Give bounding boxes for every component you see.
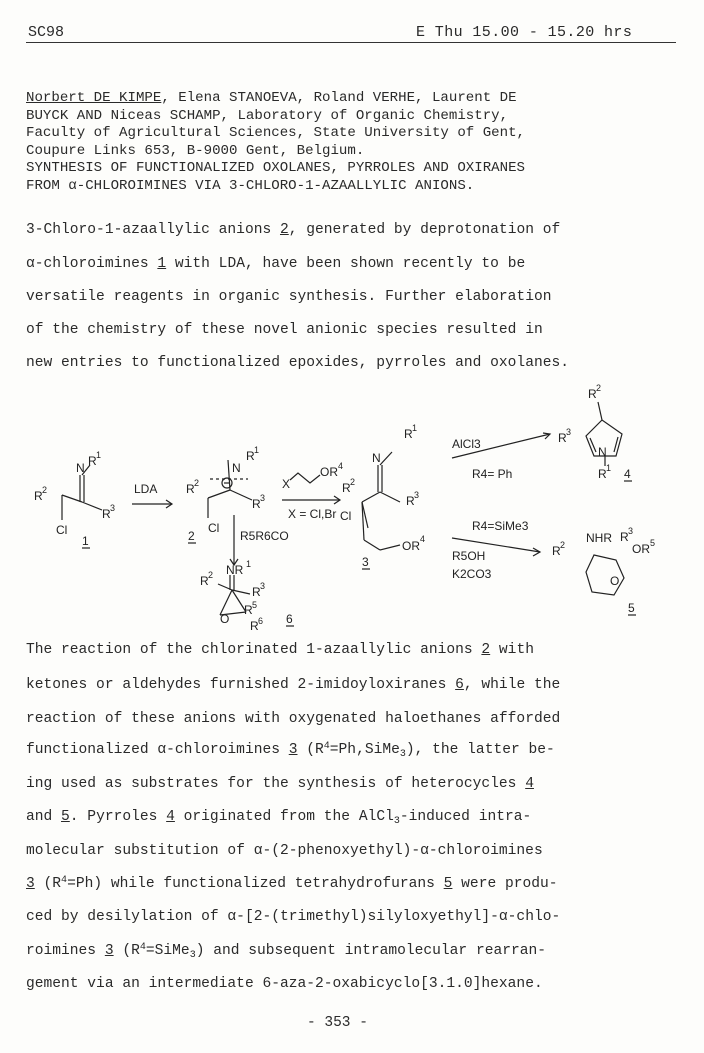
para2-line: ing used as substrates for the synthesis of heterocycles 4 [26, 776, 534, 792]
svg-text:N: N [598, 445, 607, 459]
para2-line: and 5. Pyrroles 4 originated from the AlCl$_3$-induced intra- [26, 809, 532, 827]
svg-text:R: R [252, 497, 261, 511]
svg-text:N: N [76, 461, 85, 475]
svg-text:R: R [404, 427, 413, 441]
svg-text:R: R [244, 603, 253, 617]
svg-text:1: 1 [606, 463, 612, 473]
svg-text:4: 4 [420, 534, 426, 544]
svg-text:Cl: Cl [56, 523, 68, 537]
reagent-carbonyl: R5R6CO [240, 529, 289, 543]
svg-text:5: 5 [252, 600, 258, 610]
svg-text:R: R [200, 574, 209, 588]
session-time: E Thu 15.00 - 15.20 hrs [416, 24, 633, 41]
para1-line: α-chloroimines 1 with LDA, have been shown recently to be [26, 256, 526, 272]
svg-text:R: R [552, 544, 561, 558]
svg-text:R: R [598, 467, 607, 481]
svg-text:O: O [610, 574, 620, 588]
paper-title-line-1: SYNTHESIS OF FUNCTIONALIZED OXOLANES, PYRROLES AND OXIRANES [26, 160, 525, 177]
svg-text:R: R [406, 494, 415, 508]
affiliation-line: Faculty of Agricultural Sciences, State University of Gent, [26, 125, 525, 142]
compound-label: 3 [362, 555, 369, 569]
svg-text:3: 3 [260, 493, 266, 503]
svg-text:R: R [342, 481, 351, 495]
compound-label: 6 [286, 612, 293, 626]
para2-line: molecular substitution of α-(2-phenoxyethyl)-α-chloroimines [26, 843, 543, 859]
svg-text:N: N [232, 461, 241, 475]
svg-text:OR: OR [320, 465, 338, 479]
para1-line: of the chemistry of these novel anionic species resulted in [26, 322, 543, 338]
para2-line: ced by desilylation of α-[2-(trimethyl)silyloxyethyl]-α-chlo- [26, 909, 561, 925]
compound-label: 4 [624, 467, 631, 481]
svg-text:N: N [372, 451, 381, 465]
author-block [26, 90, 525, 196]
author-line-1: , Elena STANOEVA, Roland VERHE, Laurent DE [161, 90, 517, 106]
svg-text:1: 1 [246, 559, 252, 569]
para2-line: functionalized α-chloroimines 3 $(R^4=Ph,SiMe_3)$, the latter be- [26, 741, 555, 760]
svg-text:4: 4 [338, 461, 344, 471]
svg-text:2: 2 [596, 383, 602, 393]
svg-text:2: 2 [42, 485, 48, 495]
reagent-alcohol: R5OH [452, 549, 486, 563]
svg-text:OR: OR [632, 542, 650, 556]
address-line: Coupure Links 653, B-9000 Gent, Belgium. [26, 142, 365, 159]
paper-title-line-2: FROM α-CHLOROIMINES VIA 3-CHLORO-1-AZAALLYLIC ANIONS. [26, 177, 475, 194]
reagent-alcl3: AlCl3 [452, 437, 481, 451]
compound-label: 1 [82, 534, 89, 548]
svg-text:X: X [282, 477, 291, 491]
reaction-scheme [20, 380, 684, 638]
compound-6 [200, 559, 294, 633]
svg-text:2: 2 [194, 478, 200, 488]
svg-text:R: R [250, 619, 259, 633]
para2-line: 3 $(R^4=Ph)$ while functionalized tetrahydrofurans 5 were produ- [26, 875, 558, 892]
svg-text:3: 3 [110, 503, 116, 513]
para2-line: The reaction of the chlorinated 1-azaallylic anions 2 with [26, 642, 534, 658]
svg-text:1: 1 [96, 450, 102, 460]
svg-text:2: 2 [208, 570, 214, 580]
svg-text:R: R [252, 585, 261, 599]
reagent-base: K2CO3 [452, 567, 492, 581]
svg-text:NR: NR [226, 563, 244, 577]
svg-text:O: O [220, 612, 230, 626]
svg-text:R: R [558, 431, 567, 445]
svg-text:NHR: NHR [586, 531, 612, 545]
running-header [26, 22, 676, 43]
session-code: SC98 [28, 24, 65, 41]
compound-4 [558, 383, 632, 484]
reagent-lda: LDA [134, 482, 158, 496]
svg-text:Cl: Cl [208, 521, 220, 535]
reagent-halide: X = Cl,Br [288, 507, 337, 521]
compound-1 [34, 450, 115, 548]
para2-line: ketones or aldehydes furnished 2-imidoyloxiranes 6, while the [26, 677, 561, 693]
svg-text:R: R [88, 454, 97, 468]
svg-text:R: R [102, 507, 111, 521]
svg-text:1: 1 [254, 445, 260, 455]
svg-text:5: 5 [650, 538, 656, 548]
svg-text:1: 1 [412, 423, 418, 433]
svg-text:2: 2 [560, 540, 566, 550]
svg-text:R: R [620, 530, 629, 544]
author-line-2: BUYCK AND Niceas SCHAMP, Laboratory of Organic Chemistry, [26, 107, 509, 124]
para1-line: new entries to functionalized epoxides, pyrroles and oxolanes. [26, 355, 569, 371]
svg-text:OR: OR [402, 539, 420, 553]
compound-label: 5 [628, 601, 635, 615]
presenter-name: Norbert DE KIMPE [26, 90, 162, 106]
para2-line: reaction of these anions with oxygenated haloethanes afforded [26, 711, 561, 727]
svg-text:6: 6 [258, 616, 264, 626]
svg-text:3: 3 [628, 526, 634, 536]
svg-text:R: R [246, 449, 255, 463]
svg-text:R: R [34, 489, 43, 503]
svg-text:R: R [186, 482, 195, 496]
compound-3 [340, 423, 425, 569]
para1-line: versatile reagents in organic synthesis. Further elaboration [26, 289, 552, 305]
condition-r4-sime3: R4=SiMe3 [472, 519, 529, 533]
compound-label: 2 [188, 529, 195, 543]
para1-line: 3-Chloro-1-azaallylic anions 2, generated by deprotonation of [26, 222, 561, 238]
svg-text:R: R [588, 387, 597, 401]
compound-5 [552, 526, 655, 615]
para2-line: gement via an intermediate 6-aza-2-oxabicyclo[3.1.0]hexane. [26, 976, 543, 992]
svg-text:3: 3 [414, 490, 420, 500]
svg-text:3: 3 [566, 427, 572, 437]
svg-text:2: 2 [350, 477, 356, 487]
svg-text:Cl: Cl [340, 509, 352, 523]
condition-r4-ph: R4= Ph [472, 467, 513, 481]
para2-line: roimines 3 $(R^4=SiMe_3)$ and subsequent intramolecular rearran- [26, 942, 547, 961]
svg-text:3: 3 [260, 581, 266, 591]
page-number: - 353 - [307, 1015, 368, 1031]
